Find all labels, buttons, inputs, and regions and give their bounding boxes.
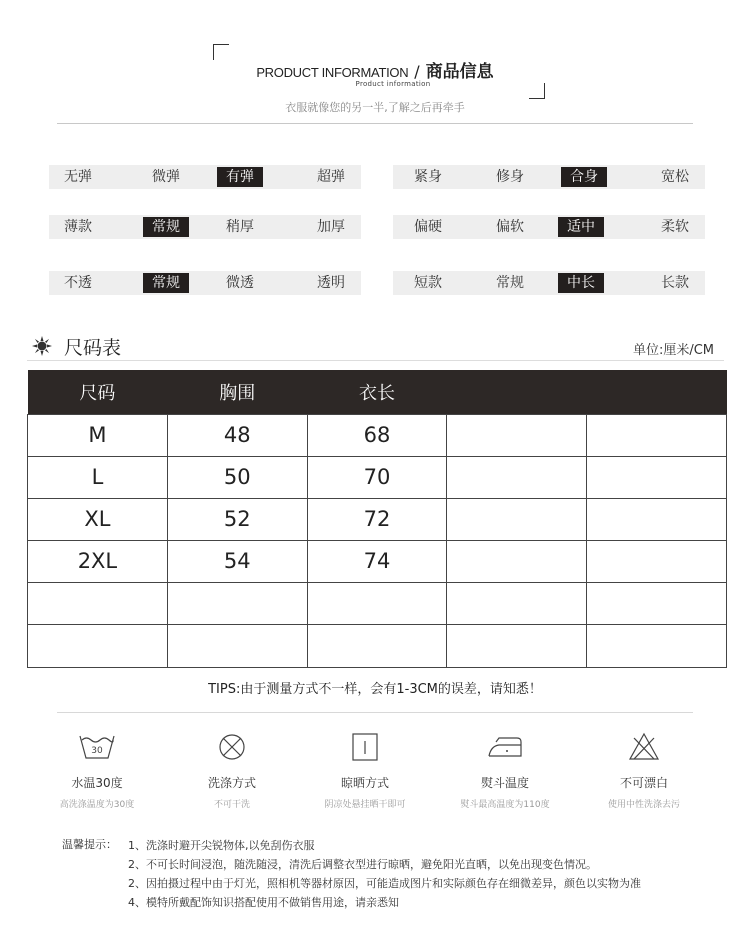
unit-label: 单位:厘米/CM [632,343,714,358]
attr-option: 修身 [496,169,524,185]
attr-option: 紧身 [414,169,442,185]
attr-option: 加厚 [317,219,345,235]
table-cell: 70 [307,456,447,498]
tips-text: TIPS:由于测量方式不一样，会有1-3CM的误差，请知悉！ [208,682,542,697]
subtitle-en: Product information [355,80,431,88]
care-item-wash-method [162,732,302,810]
table-cell: 54 [167,540,307,582]
attr-option: 短款 [414,275,442,291]
table-cell [28,624,168,667]
table-cell: 2XL [28,540,168,582]
attr-option: 宽松 [661,169,689,185]
attr-option-selected: 合身 [561,167,607,187]
attr-option-selected: 中长 [558,273,604,293]
table-cell: 72 [307,498,447,540]
table-cell [447,540,587,582]
table-cell [587,456,727,498]
attr-option-selected: 适中 [558,217,604,237]
header-length: 衣长 [307,370,447,414]
attr-option: 无弹 [64,169,92,185]
wash-30-icon [77,732,117,762]
attr-option-selected: 有弹 [217,167,263,187]
table-cell [307,582,447,624]
divider [57,123,693,124]
care-item-iron [435,732,575,810]
note-item: 2、不可长时间浸泡，随洗随浸，清洗后调整衣型进行晾晒，避免阳光直晒，以免出现变色情况。 [128,858,597,871]
size-table [27,370,727,668]
care-item-bleach [574,732,714,810]
care-label: 不可漂白 [619,776,668,790]
attr-option: 不透 [64,275,92,291]
attr-option: 稍厚 [226,219,254,235]
table-cell [447,582,587,624]
page-title [0,57,750,82]
table-cell [587,414,727,456]
no-bleach-icon [624,732,664,762]
care-sub: 阴凉处悬挂晒干即可 [324,800,406,810]
attr-row-fit [393,165,705,189]
table-cell [167,582,307,624]
iron-icon [485,732,525,762]
table-cell [447,456,587,498]
attr-row-thickness [49,215,361,239]
table-row [28,456,727,498]
note-item: 2、因拍摄过程中由于灯光，照相机等器材原因，可能造成图片和实际颜色存在细微差异，颜色以实物为准 [128,877,641,890]
subtitle-cn: 衣服就像您的另一半,了解之后再牵手 [285,101,465,114]
care-sub: 熨斗最高温度为110度 [460,800,550,810]
attr-option: 微弹 [152,169,180,185]
attr-option: 长款 [661,275,689,291]
table-cell: XL [28,498,168,540]
divider [27,360,724,361]
title-en: PRODUCT INFORMATION [256,65,409,80]
attr-option: 超弹 [317,169,345,185]
table-cell [167,624,307,667]
care-label: 晾晒方式 [340,776,389,790]
title-cn: 商品信息 [425,62,494,82]
care-sub: 不可干洗 [213,800,250,810]
size-chart-title: 尺码表 [64,337,122,359]
header-chest: 胸围 [167,370,307,414]
table-cell: L [28,456,168,498]
table-cell: 68 [307,414,447,456]
table-cell: 52 [167,498,307,540]
table-cell [447,624,587,667]
wash-temp-number: 30 [91,746,103,756]
care-label: 洗涤方式 [207,776,256,790]
attr-row-elasticity [49,165,361,189]
attr-option-selected: 常规 [143,217,189,237]
attr-option: 薄款 [64,219,92,235]
header-empty [587,370,727,414]
table-cell [447,498,587,540]
care-sub: 使用中性洗涤去污 [607,800,680,810]
care-sub: 高洗涤温度为30度 [59,800,135,810]
table-cell [28,582,168,624]
table-cell [587,624,727,667]
notes-list [128,836,641,912]
table-cell: M [28,414,168,456]
note-item: 4、模特所戴配饰知识搭配使用不做销售用途，请亲悉知 [128,896,399,909]
no-handwash-icon [212,732,252,762]
note-item: 1、洗涤时避开尖锐物体,以免刮伤衣服 [128,839,315,852]
attr-option: 微透 [226,275,254,291]
table-row [28,414,727,456]
table-row [28,624,727,667]
hang-dry-icon [345,732,385,762]
table-cell [587,540,727,582]
table-cell [447,414,587,456]
attr-option: 偏软 [496,219,524,235]
attr-option: 偏硬 [414,219,442,235]
table-cell: 74 [307,540,447,582]
corner-bracket-bottom-right [529,83,545,99]
attr-row-length [393,271,705,295]
attr-option-selected: 常规 [143,273,189,293]
attr-option: 常规 [496,275,524,291]
attr-option: 透明 [317,275,345,291]
divider [57,712,693,713]
care-item-dry [295,732,435,810]
title-slash: / [414,62,420,81]
header-empty [447,370,587,414]
table-cell [587,582,727,624]
sun-icon [32,336,52,356]
table-header-row [28,370,727,414]
attr-row-transparency [49,271,361,295]
attr-row-softness [393,215,705,239]
table-row [28,582,727,624]
care-item-wash [27,732,167,810]
notes-label: 温馨提示： [62,838,117,851]
table-row [28,540,727,582]
table-cell [307,624,447,667]
attr-option: 柔软 [661,219,689,235]
care-label: 水温30度 [71,776,123,790]
care-label: 熨斗温度 [480,776,529,790]
table-row [28,498,727,540]
table-cell [587,498,727,540]
table-cell: 50 [167,456,307,498]
table-cell: 48 [167,414,307,456]
header-size: 尺码 [28,370,168,414]
